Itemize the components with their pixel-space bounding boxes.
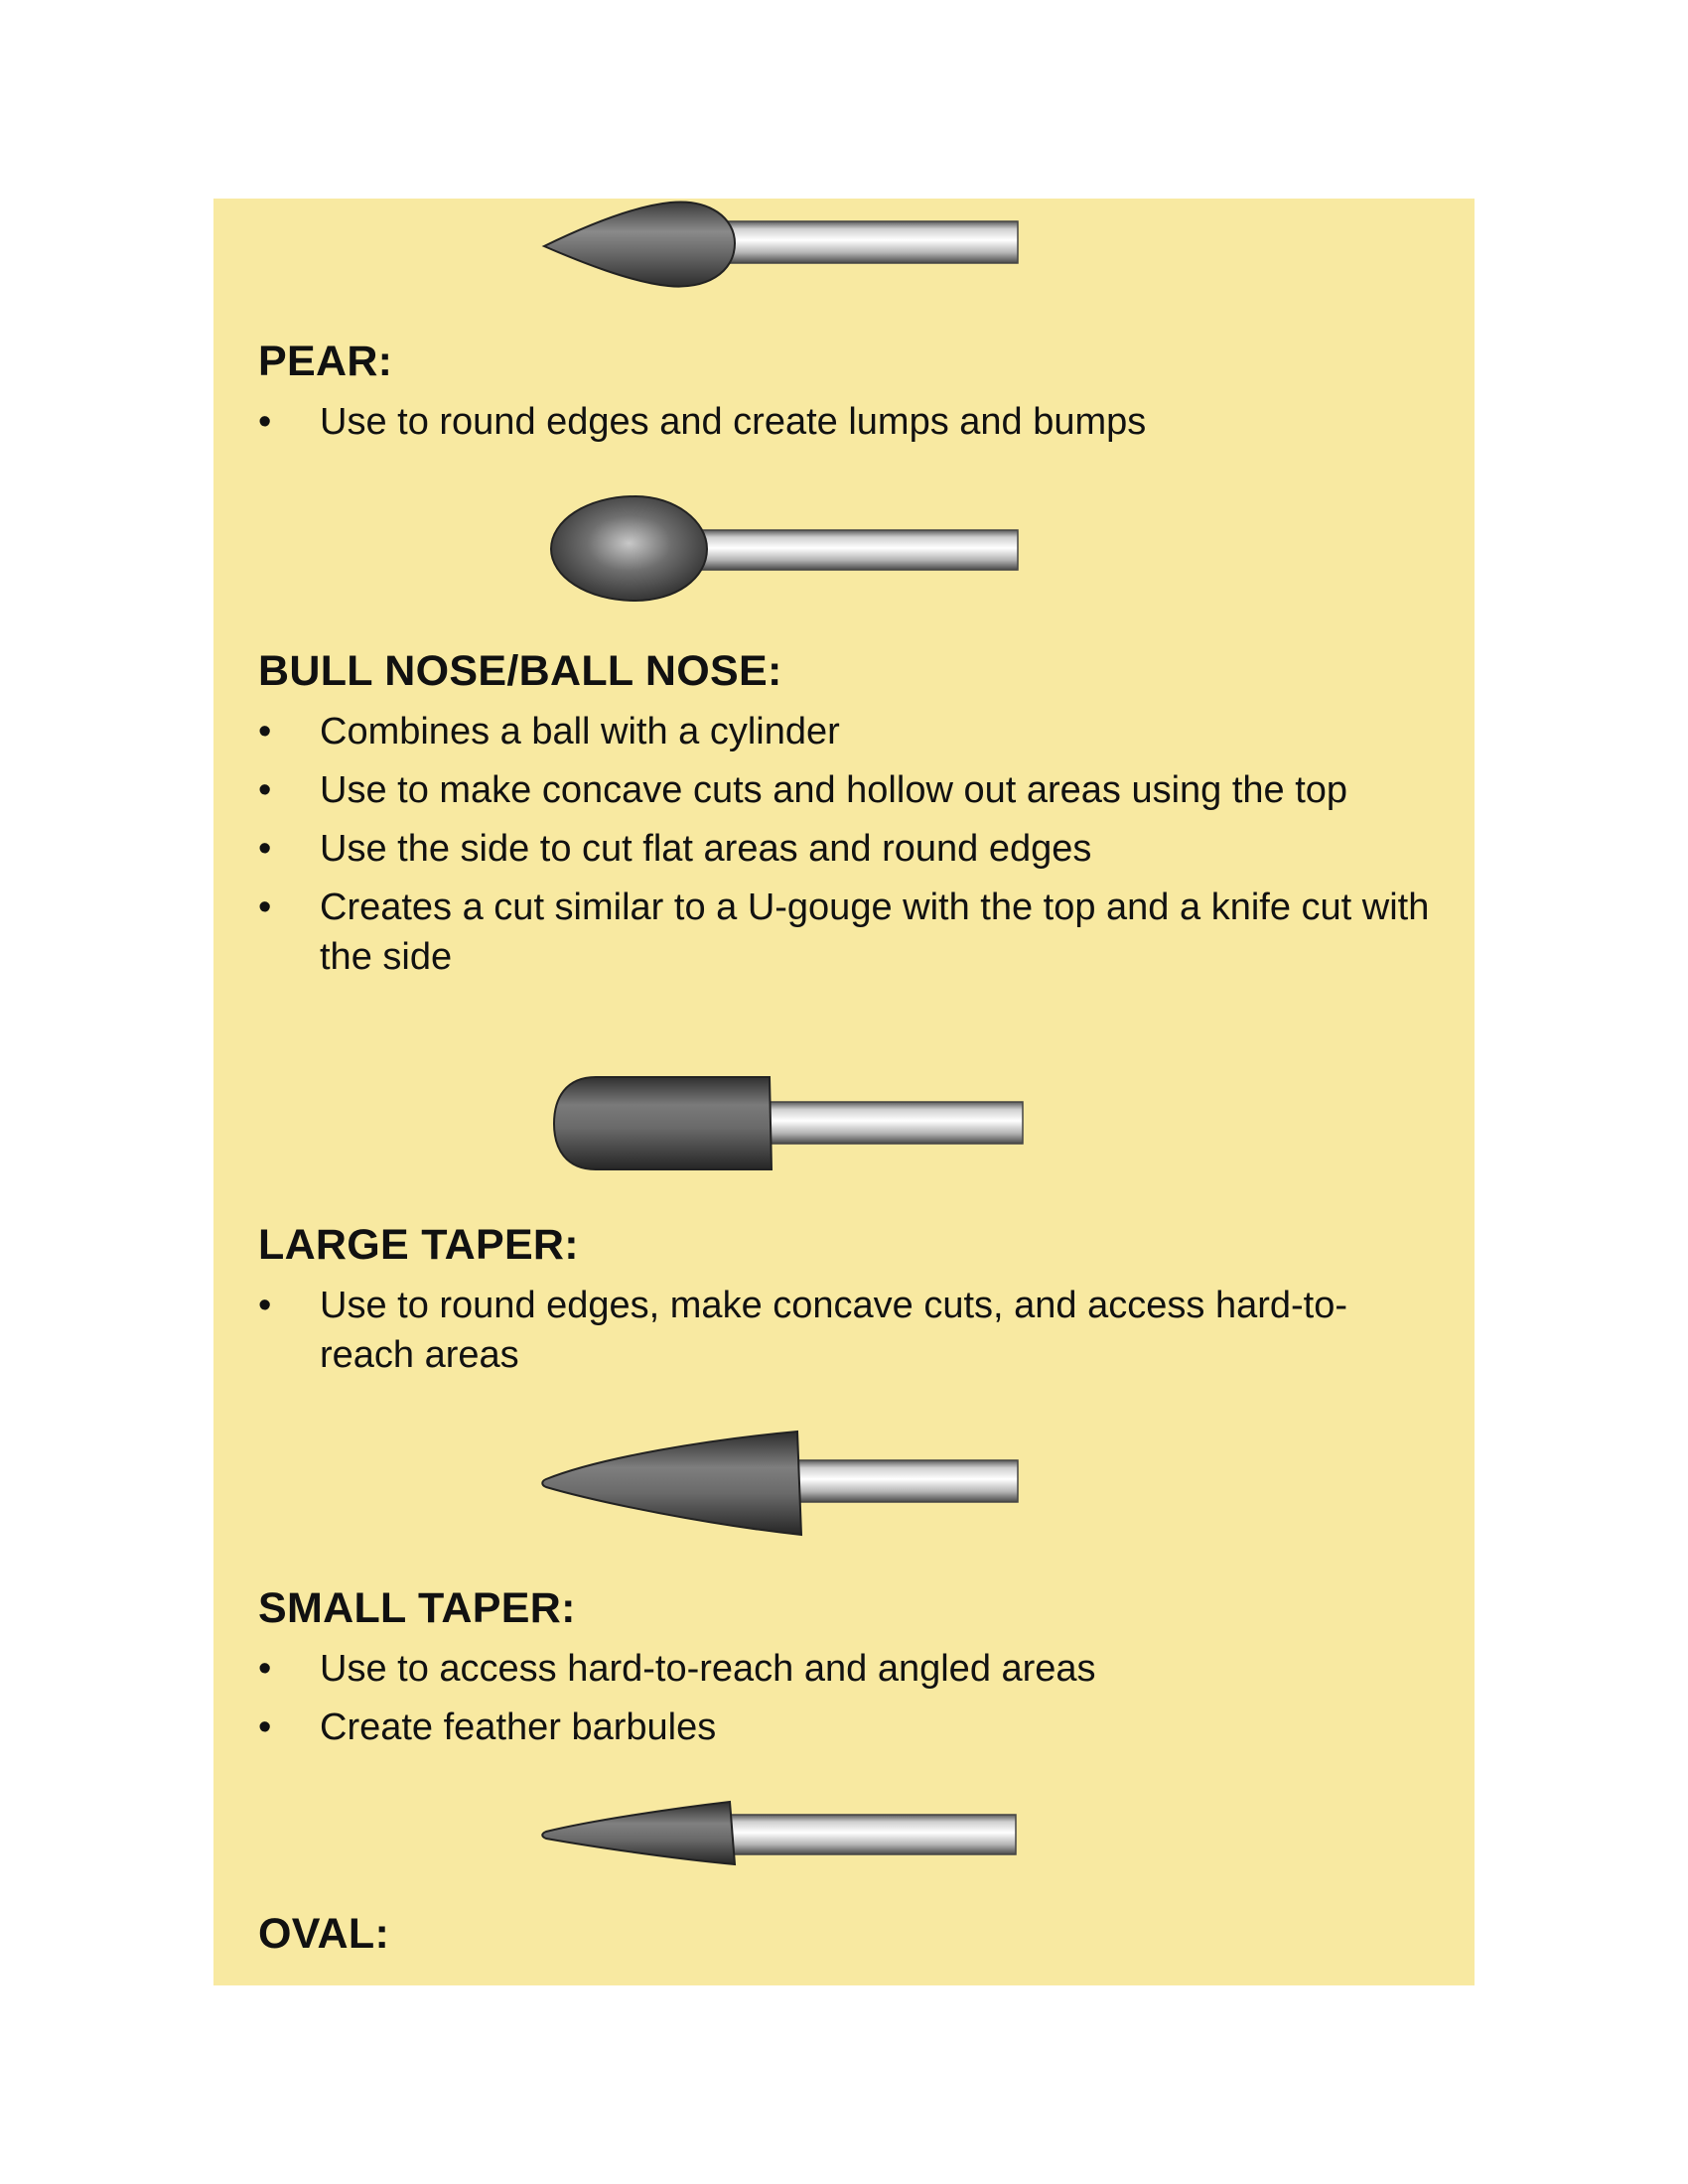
list-item: • Create feather barbules bbox=[258, 1703, 1430, 1752]
bullet-icon: • bbox=[258, 1706, 272, 1748]
list-item: • Use to round edges and create lumps and bumps bbox=[258, 397, 1430, 447]
bullet-icon: • bbox=[258, 401, 272, 443]
pear-heading: PEAR: bbox=[258, 338, 393, 385]
oval-heading: OVAL: bbox=[258, 1910, 390, 1958]
bull-nose-bullet-list bbox=[258, 707, 1430, 991]
bullet-icon: • bbox=[258, 887, 272, 928]
bullet-icon: • bbox=[258, 769, 272, 811]
bullet-icon: • bbox=[258, 1285, 272, 1326]
bullet-icon: • bbox=[258, 1648, 272, 1690]
large-taper-heading: LARGE TAPER: bbox=[258, 1221, 579, 1269]
list-item: • Creates a cut similar to a U-gouge with the top and a knife cut with the side bbox=[258, 883, 1430, 982]
bullet-icon: • bbox=[258, 828, 272, 870]
list-item: • Use to round edges, make concave cuts, and access hard-to-reach areas bbox=[258, 1281, 1430, 1380]
large-taper-bit-icon bbox=[551, 1074, 1033, 1173]
list-item: • Use to access hard-to-reach and angled areas bbox=[258, 1644, 1430, 1694]
pear-bullet-list bbox=[258, 397, 1430, 456]
small-taper-bullet-list bbox=[258, 1644, 1430, 1761]
small-taper-bit-icon bbox=[541, 1428, 1038, 1539]
pear-bit-icon bbox=[541, 199, 1038, 293]
bullet-icon: • bbox=[258, 711, 272, 752]
small-taper-heading: SMALL TAPER: bbox=[258, 1584, 576, 1632]
list-item: • Use the side to cut flat areas and round edges bbox=[258, 824, 1430, 874]
oval-bit-icon bbox=[541, 1799, 1038, 1868]
bull-nose-heading: BULL NOSE/BALL NOSE: bbox=[258, 647, 782, 695]
bit-guide-panel bbox=[213, 199, 1475, 1985]
large-taper-bullet-list bbox=[258, 1281, 1430, 1389]
list-item: • Combines a ball with a cylinder bbox=[258, 707, 1430, 756]
bull-nose-bit-icon bbox=[546, 491, 1033, 606]
list-item: • Use to make concave cuts and hollow out areas using the top bbox=[258, 765, 1430, 815]
